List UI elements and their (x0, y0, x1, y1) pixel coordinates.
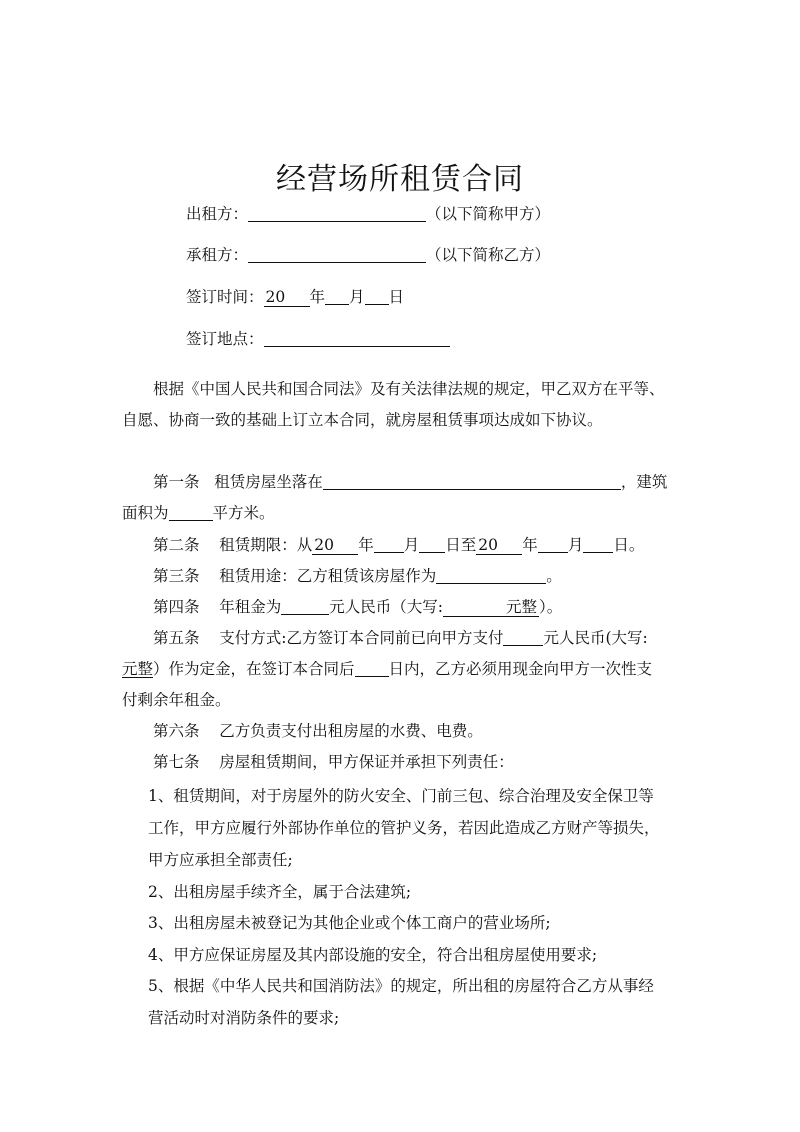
sign-year-prefix: 20 (265, 288, 286, 306)
area-label: 面积为 (122, 504, 169, 522)
term-start-month-blank (374, 536, 404, 553)
article-2-line (153, 535, 644, 555)
article-3-line (153, 566, 562, 586)
term-start-day-blank (419, 536, 445, 553)
annual-rent-blank (281, 598, 329, 615)
duty-5-line-1: 5、根据《中华人民共和国消防法》的规定，所出租的房屋符合乙方从事经 (148, 977, 654, 995)
year-char: 年 (309, 288, 326, 306)
term-start-year-prefix: 20 (314, 536, 334, 554)
article-6-text: 乙方负责支付出租房屋的水费、电费。 (219, 722, 483, 740)
article-2-number: 第二条 (153, 536, 200, 554)
day-char: 日 (388, 288, 405, 306)
lessee-line (186, 245, 550, 265)
sign-place-line (186, 329, 450, 349)
duty-4: 4、甲方应保证房屋及其内部设施的安全，符合出租房屋使用要求; (148, 946, 598, 964)
article-3-text: 租赁用途：乙方租赁该房屋作为 (219, 567, 437, 585)
term-end-day-char: 日。 (613, 536, 645, 554)
deposit-caps-unit: 元整 (122, 660, 154, 678)
article-5-line-2 (122, 659, 652, 679)
sign-place-label: 签订地点： (186, 330, 264, 348)
sign-date-label: 签订时间： (186, 288, 264, 306)
duty-5-line-2: 营活动时对消防条件的要求; (148, 1009, 340, 1027)
article-4-number: 第四条 (153, 598, 200, 616)
sign-year-field (264, 288, 310, 307)
term-start-month-char: 月 (403, 536, 420, 554)
lessee-note: （以下简称乙方） (426, 246, 551, 264)
sign-date-line (186, 287, 404, 307)
lessor-line (186, 204, 550, 224)
article-5-line-3: 付剩余年租金。 (122, 691, 231, 709)
duty-1-line-1: 1、租赁期间，对于房屋外的防火安全、门前三包、综合治理及安全保卫等 (148, 787, 654, 805)
term-end-year-char: 年 (522, 536, 538, 554)
article-4-tail: ）。 (538, 598, 563, 616)
article-3-tail: 。 (546, 567, 562, 585)
intro-line-1: 根据《中国人民共和国合同法》及有关法律法规的规定，甲乙双方在平等、 (153, 380, 665, 398)
term-start-year (312, 536, 358, 555)
article-5-number: 第五条 (153, 629, 200, 647)
term-end-year (476, 536, 522, 555)
article-3-number: 第三条 (153, 567, 200, 585)
article-7-line (153, 752, 514, 772)
lessee-label: 承租方： (186, 246, 249, 264)
article-4-mid: 元人民币（大写: (329, 598, 443, 616)
usage-blank (436, 567, 546, 584)
article-5-line-1 (153, 628, 648, 648)
sign-month-blank (325, 288, 349, 305)
month-char: 月 (349, 288, 365, 306)
payment-days-blank (355, 660, 389, 677)
article-1-text: 租赁房屋坐落在 (214, 473, 323, 491)
term-end-day-blank (583, 536, 613, 553)
article-7-number: 第七条 (153, 753, 200, 771)
article-5-text: 支付方式:乙方签订本合同前已向甲方支付 (219, 629, 504, 647)
sign-day-blank (365, 288, 389, 305)
term-start-year-char: 年 (358, 536, 374, 554)
duty-1-line-3: 甲方应承担全部责任; (148, 851, 293, 869)
duty-1-line-2: 工作，甲方应履行外部协作单位的管护义务，若因此造成乙方财产等损失， (148, 819, 660, 837)
article-1-number: 第一条 (153, 473, 200, 491)
duty-2: 2、出租房屋手续齐全，属于合法建筑; (148, 883, 412, 901)
term-end-month-char: 月 (567, 536, 584, 554)
duty-3: 3、出租房屋未被登记为其他企业或个体工商户的营业场所; (148, 914, 551, 932)
lessee-blank (248, 246, 426, 263)
article-2-text: 租赁期限：从 (219, 536, 313, 554)
article-4-text: 年租金为 (219, 598, 282, 616)
article-1-tail: ，建筑 (620, 473, 668, 491)
term-end-year-prefix: 20 (478, 536, 499, 554)
article-5-line-2-b: 日内，乙方必须用现金向甲方一次性支 (388, 660, 653, 678)
article-6-line (153, 721, 483, 741)
area-unit: 平方米。 (212, 504, 275, 522)
lessor-label: 出租方： (186, 205, 249, 223)
annual-rent-caps-unit: 元整 (505, 598, 537, 616)
lessor-note: （以下简称甲方） (426, 205, 551, 223)
article-4-line (153, 597, 562, 617)
lessor-blank (248, 205, 426, 222)
article-1-line-2 (122, 503, 275, 523)
area-blank (169, 504, 213, 521)
article-1-line-1 (153, 472, 667, 492)
sign-place-blank (264, 330, 450, 347)
article-5-line-2-a: ）作为定金，在签订本合同后 (153, 660, 355, 678)
term-start-day-char: 日至 (445, 536, 477, 554)
intro-line-2: 自愿、协商一致的基础上订立本合同，就房屋租赁事项达成如下协议。 (122, 411, 603, 429)
article-7-text: 房屋租赁期间，甲方保证并承担下列责任： (219, 753, 514, 771)
deposit-blank (503, 629, 543, 646)
article-6-number: 第六条 (153, 722, 200, 740)
term-end-month-blank (538, 536, 568, 553)
article-5-mid: 元人民币(大写: (543, 629, 648, 647)
document-title: 经营场所租赁合同 (276, 162, 524, 198)
location-blank (323, 473, 621, 490)
annual-rent-caps-field (443, 598, 539, 617)
